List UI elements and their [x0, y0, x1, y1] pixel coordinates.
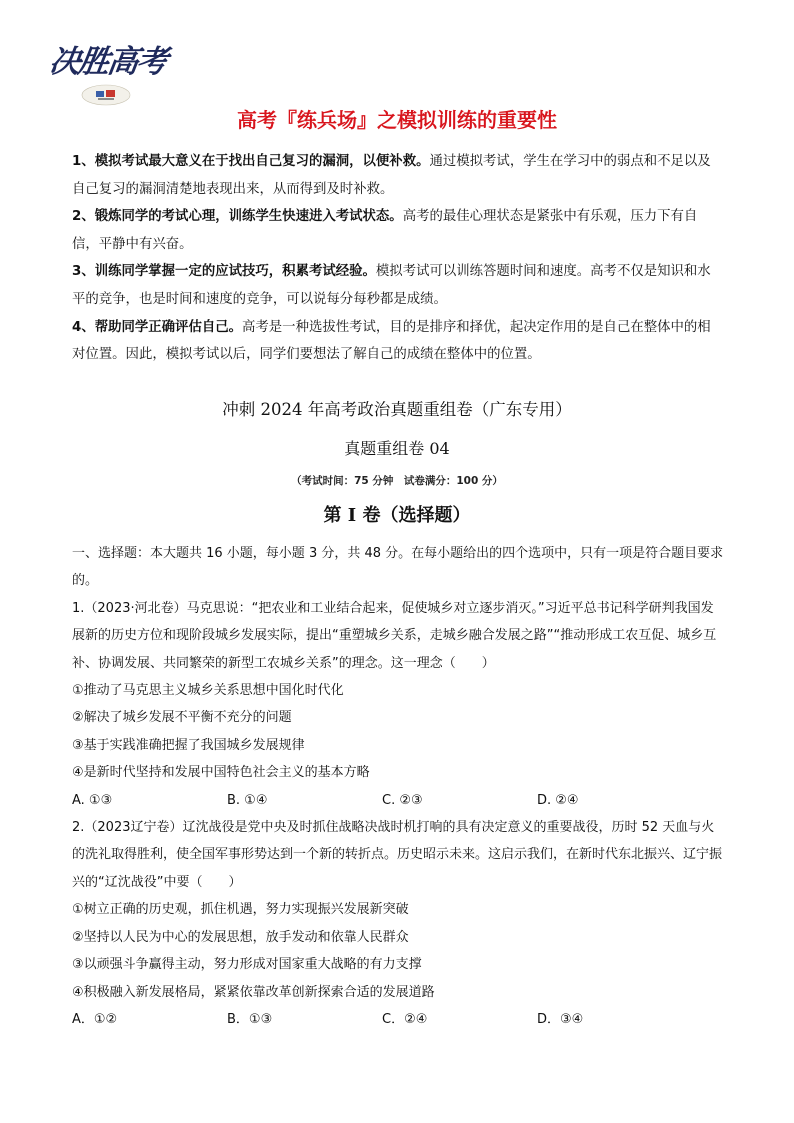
option-c[interactable]: C. ②③: [382, 792, 423, 808]
intro-text: 高考的最佳心理状态是紧张中有乐观，压力下有自信，平静中有兴奋。: [72, 209, 698, 252]
logo: [46, 30, 170, 110]
intro-text: 通过模拟考试，学生在学习中的弱点和不足以及自己复习的漏洞清楚地表现出来，从而得到及时补救。: [72, 154, 711, 197]
statement-item: ②坚持以人民为中心的发展思想，放手发动和依靠人民群众: [72, 929, 409, 945]
intro-lead: 3、训练同学掌握一定的应试技巧，积累考试经验。: [72, 264, 376, 280]
section-title: 第 I 卷（选择题）: [323, 505, 471, 526]
intro-paragraph: [72, 314, 724, 369]
logo-text: 决胜高考: [46, 44, 169, 80]
statement-item: ④是新时代坚持和发展中国特色社会主义的基本方略: [72, 765, 370, 781]
intro-text: 模拟考试可以训练答题时间和速度。高考不仅是知识和水平的竞争，也是时间和速度的竞争，可以说每分每秒都是成绩。: [72, 264, 711, 307]
answer-options: [72, 1006, 724, 1033]
intro-text: 高考是一种选拔性考试，目的是排序和择优，起决定作用的是自己在整体中的相对位置。因此，模拟考试以后，同学们要想法了解自己的成绩在整体中的位置。: [72, 319, 711, 363]
intro-lead: 4、帮助同学正确评估自己。: [72, 319, 243, 335]
option-b[interactable]: B．①③: [227, 1011, 273, 1027]
intro-paragraph: [72, 148, 724, 203]
option-b[interactable]: B. ①④: [227, 792, 268, 808]
option-a[interactable]: A. ①③: [72, 792, 113, 808]
option-d[interactable]: D．③④: [537, 1011, 584, 1027]
statement-item: ③以顽强斗争赢得主动，努力形成对国家重大战略的有力支撑: [72, 957, 422, 973]
intro-lead: 1、模拟考试最大意义在于找出自己复习的漏洞，以便补救。: [72, 154, 430, 169]
statement-item: ①树立正确的历史观，抓住机遇，努力实现振兴发展新突破: [72, 902, 409, 918]
intro-paragraph: [72, 258, 724, 313]
statement-item: ②解决了城乡发展不平衡不充分的问题: [72, 710, 292, 726]
statement-item: ④积极融入新发展格局，紧紧依靠改革创新探索合适的发展道路: [72, 984, 435, 1000]
intro-section: [72, 148, 724, 369]
exam-meta: （考试时间：75 分钟 试卷满分：100 分）: [291, 475, 503, 487]
option-d[interactable]: D. ②④: [537, 792, 579, 808]
question-stem: 1.（2023·河北卷）马克思说：“把农业和工业结合起来，促使城乡对立逐步消灭。”习近平总书记科学研判我国发展新的历史方位和现阶段城乡发展实际，提出“重塑城乡关系，走城乡融合发展之路”“推动形成工农互促、城乡互补、协调发展、共同繁荣的新型工农城乡关系”的理念。这一理念（ ）: [72, 600, 717, 671]
statement-item: ③基于实践准确把握了我国城乡发展规律: [72, 737, 305, 753]
answer-options: [72, 787, 724, 814]
intro-lead: 2、锻炼同学的考试心理，训练学生快速进入考试状态。: [72, 209, 403, 225]
questions-section: [72, 540, 724, 1033]
option-a[interactable]: A．①②: [72, 1011, 118, 1027]
exam-title: 冲刺 2024 年高考政治真题重组卷（广东专用）: [222, 400, 572, 419]
page-title: 高考『练兵场』之模拟训练的重要性: [237, 108, 557, 132]
instructions: 一、选择题：本大题共 16 小题，每小题 3 分，共 48 分。在每小题给出的四个选项中，只有一项是符合题目要求的。: [72, 546, 724, 589]
option-c[interactable]: C．②④: [382, 1011, 428, 1027]
intro-paragraph: [72, 203, 724, 258]
exam-subtitle: 真题重组卷 04: [344, 439, 450, 458]
statement-item: ①推动了马克思主义城乡关系思想中国化时代化: [72, 683, 344, 699]
question-stem: 2.（2023辽宁卷）辽沈战役是党中央及时抓住战略决战时机打响的具有决定意义的重要战役，历时 52 天血与火的洗礼取得胜利，使全国军事形势达到一个新的转折点。历史昭示未来。这启示我们，在新时代东北振兴、辽宁振兴的“辽沈战役”中要（ ）: [72, 820, 723, 890]
